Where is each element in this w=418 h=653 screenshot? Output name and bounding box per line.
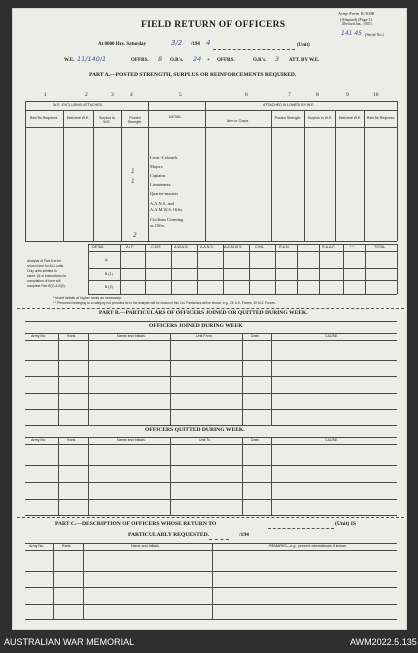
quitted-vline	[58, 437, 59, 515]
rank-item: Lieut.-Colonels	[150, 155, 178, 160]
we-label: W.E.	[64, 58, 75, 63]
at-line-year: /194	[191, 42, 200, 47]
table-a-vline	[121, 110, 122, 241]
analysis-text: compilation of form will	[27, 279, 61, 283]
right-header-reinfts: Rein'fts Required.	[366, 116, 396, 120]
col-number: 7	[288, 92, 291, 98]
col-number: 10	[373, 92, 379, 98]
joined-header: Army No.	[31, 334, 46, 338]
part-c-row-line	[25, 587, 397, 588]
joined-row-line	[25, 360, 397, 361]
joined-vline	[58, 333, 59, 425]
ors-label: O.R's.	[170, 58, 184, 63]
col-number: 8	[316, 92, 319, 98]
rank-item: A.A.M.W.S. Offrs	[150, 207, 183, 212]
joined-row-line	[25, 409, 397, 410]
analysis-vline	[249, 244, 250, 294]
part-c-vline	[212, 543, 213, 619]
joined-row-line	[25, 376, 397, 377]
quitted-table-bottom	[25, 515, 397, 516]
archive-footer	[0, 631, 418, 653]
hand-mark: 1	[131, 168, 135, 175]
left-header-deficient: Deficient W.E.	[66, 116, 90, 120]
ors2-value: 3	[275, 55, 280, 63]
part-c-vline	[53, 543, 54, 619]
col-number: 5	[179, 92, 182, 98]
right-header-surplus: Surplus to W.E.	[307, 116, 333, 120]
joined-row-line	[25, 393, 397, 394]
analysis-vline	[145, 244, 146, 294]
col-number: 3	[111, 92, 114, 98]
table-a-bottom	[25, 241, 397, 242]
analysis-header: * *	[350, 245, 354, 249]
analysis-header: A.I.F.	[126, 245, 135, 249]
analysis-header: R.A.A.F.	[322, 245, 336, 249]
joined-header: Date.	[251, 334, 260, 338]
footer-right: AWM2022.5.135	[350, 637, 417, 647]
analysis-text: Analysis of Part A to be	[27, 259, 61, 263]
part-c-separator	[17, 517, 404, 518]
left-header-surplus: Surplus to W.E.	[98, 116, 116, 124]
analysis-header: C.M.F.	[151, 245, 162, 249]
table-a-vline	[93, 110, 94, 241]
quitted-header: Unit To.	[199, 438, 212, 442]
table-a-vline	[364, 110, 365, 241]
unit-dotted-line	[213, 49, 295, 50]
analysis-vline	[197, 244, 198, 294]
att-label: ATT. BY W.E.	[289, 58, 320, 63]
quitted-vline	[242, 437, 243, 515]
analysis-row-line	[88, 280, 397, 281]
quitted-vline	[170, 437, 171, 515]
analysis-header: A.W.A.S.	[174, 245, 189, 249]
left-header-reinfts: Rein'fts Required.	[29, 116, 59, 120]
joined-header: Unit From.	[196, 334, 213, 338]
part-c-header: Name and Initials.	[131, 544, 160, 548]
right-header-posted: Posted Strength.	[274, 116, 302, 120]
analysis-vline	[297, 244, 298, 294]
part-b-separator	[17, 308, 404, 309]
joined-header: Name and Initials.	[117, 334, 146, 338]
analysis-row-line	[88, 268, 397, 269]
left-header-posted: Posted Strength.	[127, 116, 143, 124]
serial-handwritten: 141 45	[341, 30, 362, 37]
part-c-header: Army No.	[29, 544, 44, 548]
col-number: 9	[346, 92, 349, 98]
part-c-unit-dotted	[268, 528, 334, 529]
at-line-prefix: At 0600 Hrs. Saturday	[98, 42, 147, 47]
joined-vline	[88, 333, 89, 425]
analysis-text: shown here for ALL units.	[27, 264, 65, 268]
offrs-value: 8	[158, 55, 163, 63]
quitted-header: CAUSE.	[325, 438, 339, 442]
analysis-vline	[275, 244, 276, 294]
right-header-arm: Arm or Corps.	[226, 119, 250, 123]
hand-mark: 1	[131, 178, 135, 185]
analysis-header: R.A.N.	[279, 245, 290, 249]
rank-item: Lieutenants	[150, 182, 171, 187]
quitted-row-line	[25, 499, 397, 500]
joined-vline	[271, 333, 272, 425]
unit-label: (Unit)	[297, 43, 310, 48]
quitted-header: Date.	[251, 438, 260, 442]
table-a-vline	[304, 110, 305, 241]
quitted-vline	[88, 437, 89, 515]
we-value: 11/140/1	[77, 55, 107, 63]
analysis-vline	[365, 244, 366, 294]
analysis-header-line	[88, 251, 397, 252]
footnote: * Insert details of higher ranks as necessary.	[53, 296, 122, 300]
analysis-vline	[171, 244, 172, 294]
analysis-vline	[343, 244, 344, 294]
rank-item: Majors	[150, 164, 163, 169]
table-a-vline	[335, 110, 336, 241]
col-number: 6	[245, 92, 248, 98]
ors2-label: O.R's.	[253, 58, 267, 63]
part-c-unit-is: (Unit) IS	[335, 521, 356, 527]
quitted-heading: OFFICERS QUITTED DURING WEEK.	[145, 427, 245, 433]
analysis-header: A.A.M.W.S.	[224, 245, 243, 249]
quitted-header: Rank.	[67, 438, 77, 442]
quitted-table-top	[25, 437, 397, 438]
table-a-top	[25, 101, 397, 102]
rank-item: A.A.N.S. and	[150, 201, 174, 206]
analysis-header: CIVIL	[255, 245, 264, 249]
right-header-deficient: Deficient W.E.	[338, 116, 362, 120]
part-c-row-line	[25, 571, 397, 572]
plus-sign: +	[207, 58, 210, 63]
joined-heading: OFFICERS JOINED DURING WEEK	[149, 323, 243, 329]
table-a-group-line	[25, 110, 397, 111]
offrs2-label: OFFRS.	[217, 58, 235, 63]
table-a-header-line	[25, 127, 397, 128]
rank-item: Civilians Counting	[150, 217, 184, 222]
table-a-vline	[397, 101, 398, 241]
form-ref-line2: (Adapted) (Page 1)	[340, 17, 373, 22]
we-group-header: W.E. EXCLUDING ATTACHED.	[53, 103, 104, 107]
part-c-header-line	[25, 550, 397, 551]
analysis-text: complete Part B(1) & B(2).	[27, 284, 66, 288]
part-c-header: Rank.	[62, 544, 72, 548]
quitted-header: Name and Initials.	[117, 438, 146, 442]
analysis-vline	[397, 244, 398, 294]
form-ref-line1: Army Form W.3008	[338, 11, 375, 16]
part-c-table-bottom	[25, 619, 397, 620]
analysis-row-label: B (1)	[105, 272, 113, 276]
analysis-row-label: B (2)	[105, 285, 113, 289]
analysis-row-label: A.	[105, 258, 109, 262]
rank-item: Captains	[150, 173, 166, 178]
joined-vline	[170, 333, 171, 425]
footer-left: AUSTRALIAN WAR MEMORIAL	[4, 637, 135, 647]
hand-mark: 2	[133, 232, 137, 239]
analysis-text: Only units entitled to	[27, 269, 57, 273]
form-sheet	[12, 8, 407, 630]
table-a-vline	[205, 101, 206, 241]
table-a-vline	[25, 101, 26, 241]
part-b-rule	[25, 321, 397, 322]
part-c-date-dotted	[209, 539, 229, 540]
col-number: 2	[85, 92, 88, 98]
part-c-heading: PART C.—DESCRIPTION OF OFFICERS WHOSE RETURN TO	[55, 521, 217, 527]
analysis-vline	[120, 244, 121, 294]
analysis-text: same. (N of instructions for	[27, 274, 67, 278]
analysis-vline	[88, 244, 89, 294]
table-a-vline	[148, 101, 149, 241]
col-number: 1	[44, 92, 47, 98]
part-b-heading: PART B.—PARTICULARS OF OFFICERS JOINED OR QUITTED DURING WEEK.	[99, 310, 308, 316]
joined-header: Rank.	[67, 334, 77, 338]
analysis-header: TOTAL	[374, 245, 386, 249]
at-line-year-digit: 4	[206, 39, 211, 47]
form-title: FIELD RETURN OF OFFICERS	[141, 20, 286, 30]
ors-value: 24	[193, 55, 202, 63]
offrs-label: OFFRS.	[131, 58, 149, 63]
rank-item: as Offrs.	[150, 223, 166, 228]
joined-header-line	[25, 340, 397, 341]
part-a-heading: PART A.—POSTED STRENGTH, SURPLUS OR REINFORCEMENTS REQUIRED.	[89, 72, 297, 78]
analysis-vline	[223, 244, 224, 294]
rank-item: Quarter-masters	[150, 191, 179, 196]
quitted-vline	[271, 437, 272, 515]
col-number: 4	[130, 92, 133, 98]
form-ref-line3: (Revised Jan., 1945)	[342, 22, 372, 26]
att-group-header: ATTACHED ALLOWED BY W.E.	[263, 103, 315, 107]
joined-header: CAUSE.	[325, 334, 339, 338]
analysis-header: DETAIL	[92, 245, 105, 249]
quitted-row-line	[25, 465, 397, 466]
analysis-bottom	[88, 294, 397, 295]
quitted-header-line	[25, 444, 397, 445]
serial-label: (Serial No.)	[365, 32, 384, 37]
part-c-line2: PARTICULARLY REQUESTED.	[128, 532, 210, 538]
joined-vline	[242, 333, 243, 425]
table-a-vline	[271, 110, 272, 241]
quitted-header: Army No.	[31, 438, 46, 442]
part-c-header: REMARKS—e.g., present whereabouts if known.	[269, 544, 348, 548]
part-c-date: /194	[239, 532, 249, 538]
footnote: * * Personnel belonging to a category not provided for in the analysis will be shown in this Col. Particulars will be shown, e.g., 2K U.K. Forces; 1K N.Z. Forces.	[53, 301, 276, 305]
at-line-date: 3/2	[171, 39, 183, 47]
quitted-row-line	[25, 482, 397, 483]
analysis-vline	[319, 244, 320, 294]
part-c-vline	[83, 543, 84, 619]
part-c-row-line	[25, 604, 397, 605]
analysis-header: A.A.N.S.	[200, 245, 214, 249]
table-a-vline	[63, 110, 64, 241]
joined-table-bottom	[25, 425, 397, 426]
detail-header: DETAIL.	[169, 115, 183, 119]
